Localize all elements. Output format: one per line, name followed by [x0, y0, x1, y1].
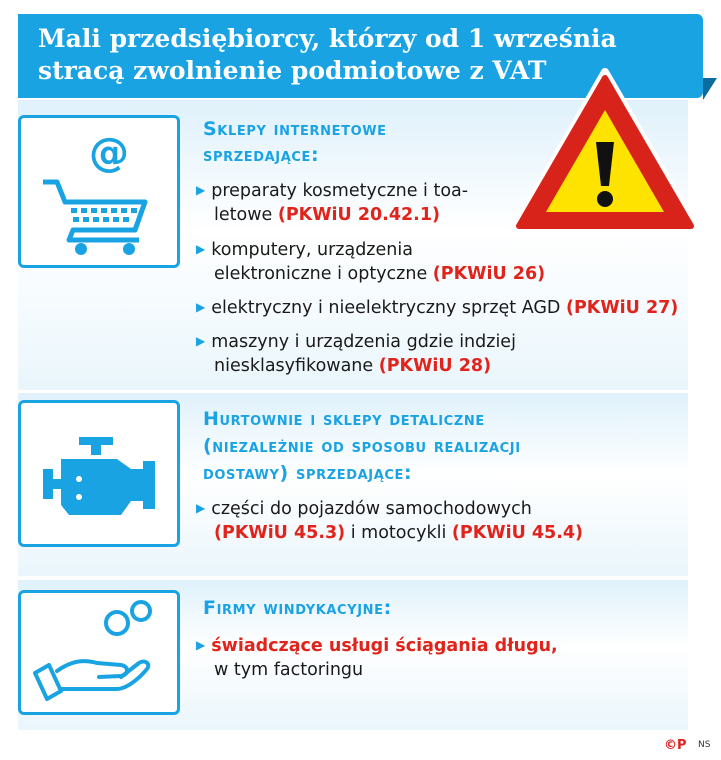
- engine-icon: [21, 403, 177, 544]
- section2-heading-line2: (niezależnie od sposobu realizacji: [203, 435, 521, 457]
- icon-box-debt-collection: [18, 590, 180, 715]
- list-item: ▶ maszyny i urządzenia gdzie indziej niesklasyfikowane (PKWiU 28): [196, 332, 516, 376]
- list-item: ▶ komputery, urządzenia elektroniczne i optyczne (PKWiU 26): [196, 240, 546, 284]
- section3-heading: Firmy windykacyjne:: [203, 597, 392, 619]
- list-item: ▶ preparaty kosmetyczne i toa- letowe (PKWiU 20.42.1): [196, 181, 469, 225]
- bullet-arrow-icon: ▶: [196, 300, 206, 314]
- section1-heading-line1: Sklepy internetowe: [203, 118, 387, 140]
- title-line-2: stracą zwolnienie podmiotowe z VAT: [38, 56, 547, 85]
- bullet-arrow-icon: ▶: [196, 242, 206, 256]
- bullet-arrow-icon: ▶: [196, 183, 206, 197]
- author-credit: NS: [698, 740, 711, 750]
- list-item: ▶ części do pojazdów samochodowych (PKWiU 45.3) i motocykli (PKWiU 45.4): [196, 499, 584, 543]
- list-item: ▶ elektryczny i nieelektryczny sprzęt AGD (PKWiU 27): [196, 298, 679, 318]
- bullet-arrow-icon: ▶: [196, 334, 206, 348]
- hand-coins-icon: [21, 593, 177, 712]
- warning-triangle-icon: [508, 66, 703, 238]
- icon-box-wholesale: [18, 400, 180, 547]
- section2-heading-line1: Hurtownie i sklepy detaliczne: [203, 408, 485, 430]
- section1-heading-line2: sprzedające:: [203, 144, 320, 166]
- section2-heading-line3: dostawy) sprzedające:: [203, 462, 413, 484]
- shopping-cart-at-icon: [21, 118, 177, 265]
- title-line-1: Mali przedsiębiorcy, którzy od 1 września: [38, 24, 617, 53]
- icon-box-online-shops: [18, 115, 180, 268]
- bullet-arrow-icon: ▶: [196, 638, 206, 652]
- svg-text:@: @: [89, 130, 129, 176]
- banner-fold: [703, 78, 717, 100]
- bullet-arrow-icon: ▶: [196, 501, 206, 515]
- list-item: ▶ świadczące usługi ściągania długu, w tym factoringu: [196, 636, 558, 680]
- publisher-logo: ©P: [664, 738, 687, 753]
